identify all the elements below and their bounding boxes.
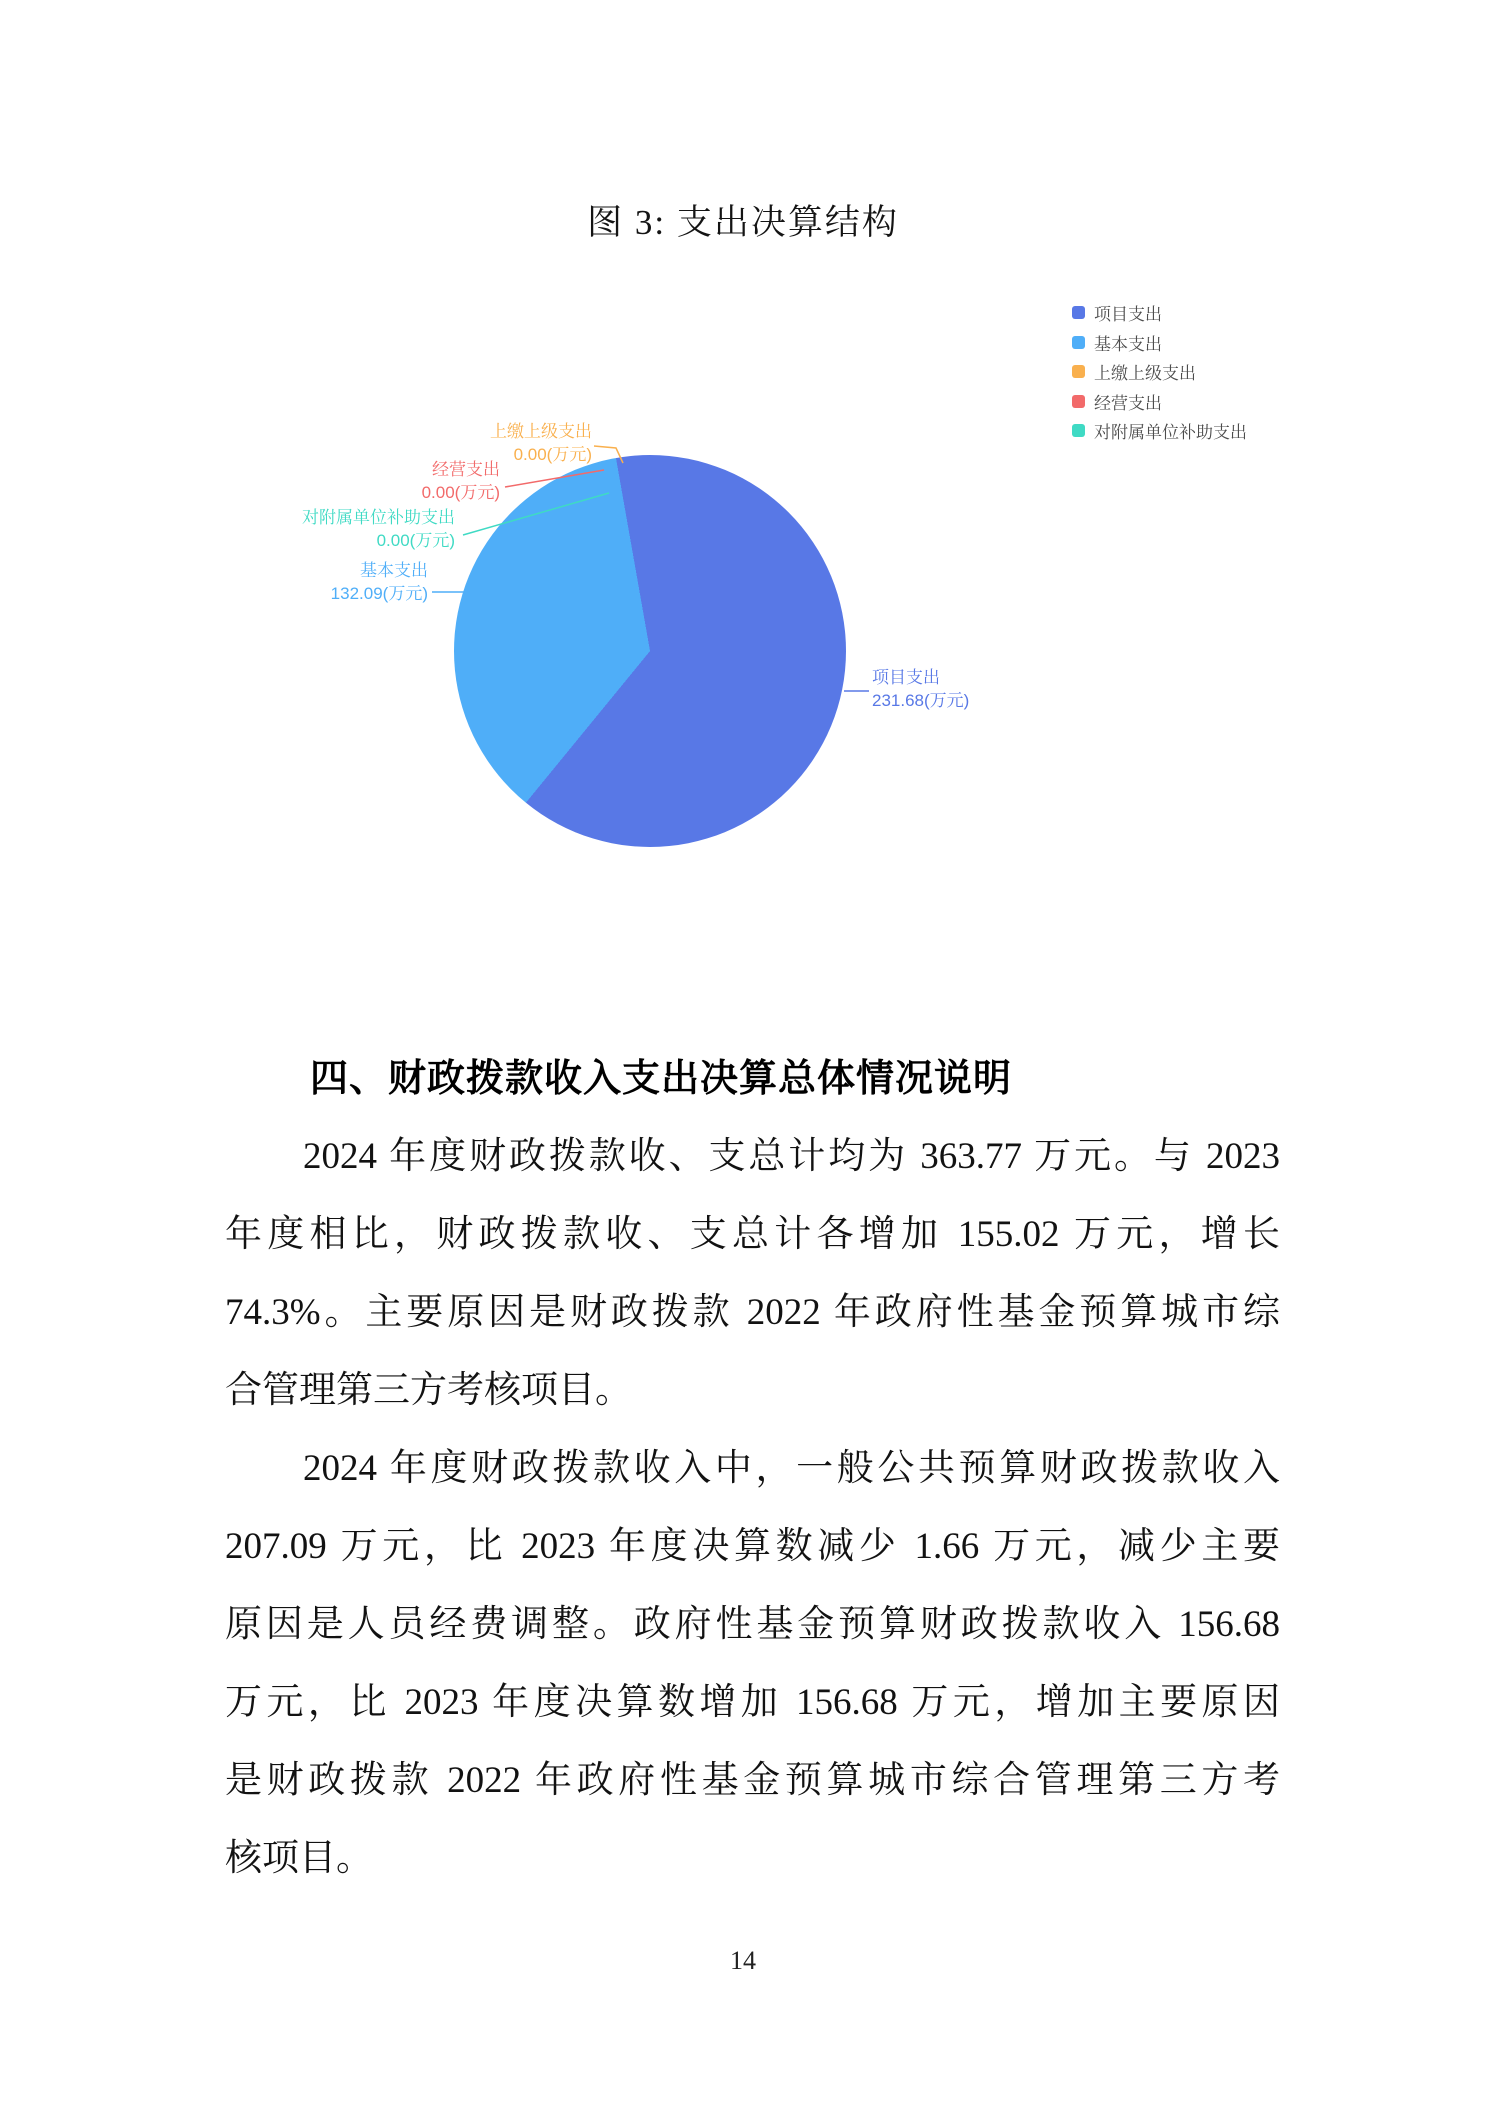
legend-label: 上缴上级支出 <box>1094 364 1196 384</box>
pie-label-xiangmu <box>872 666 969 712</box>
pie-label-value: 132.09(万元) <box>330 584 428 603</box>
pie-label-value: 0.00(万元) <box>421 483 500 502</box>
body-text <box>225 1118 1280 1898</box>
legend-item-jiben <box>1072 328 1247 358</box>
pie-label-value: 231.68(万元) <box>872 691 970 710</box>
paragraph-line: 核项目。 <box>225 1838 373 1879</box>
legend-marker-icon <box>1072 336 1085 349</box>
page-number: 14 <box>730 1946 756 1975</box>
pie-label-name: 项目支出 <box>872 668 940 687</box>
paragraph-line: 万元，比 2023 年度决算数增加 156.68 万元，增加主要原因 <box>225 1682 1280 1723</box>
legend-item-jingying <box>1072 387 1247 417</box>
legend-label: 基本支出 <box>1094 334 1162 354</box>
paragraph-line: 74.3%。主要原因是财政拨款 2022 年政府性基金预算城市综 <box>225 1292 1280 1333</box>
pie-label-jiben <box>331 559 428 605</box>
legend-marker-icon <box>1072 306 1085 319</box>
paragraph-line: 207.09 万元，比 2023 年度决算数减少 1.66 万元，减少主要 <box>225 1526 1280 1567</box>
paragraph-line: 年度相比，财政拨款收、支总计各增加 155.02 万元，增长 <box>225 1214 1280 1255</box>
legend-label: 项目支出 <box>1094 305 1162 325</box>
pie-label-fushu <box>302 506 455 552</box>
legend-label: 对附属单位补助支出 <box>1094 423 1247 443</box>
legend-item-fushu <box>1072 416 1247 446</box>
pie-label-name: 对附属单位补助支出 <box>302 508 455 527</box>
paragraph-line: 合管理第三方考核项目。 <box>225 1370 632 1411</box>
legend-item-shangjiao <box>1072 357 1247 387</box>
chart-legend <box>1072 298 1247 446</box>
pie-chart <box>0 270 1486 930</box>
paragraph-line: 2024 年度财政拨款收、支总计均为 363.77 万元。与 2023 <box>303 1136 1280 1177</box>
legend-marker-icon <box>1072 424 1085 437</box>
pie-label-shangjiao <box>490 420 592 466</box>
pie-label-name: 经营支出 <box>432 460 500 479</box>
legend-item-xiangmu <box>1072 298 1247 328</box>
figure-title: 图 3: 支出决算结构 <box>587 203 899 242</box>
paragraph-line: 原因是人员经费调整。政府性基金预算财政拨款收入 156.68 <box>225 1604 1280 1645</box>
pie-label-jingying <box>422 458 500 504</box>
pie-label-name: 上缴上级支出 <box>490 422 592 441</box>
pie-circle <box>454 455 846 847</box>
legend-marker-icon <box>1072 365 1085 378</box>
pie-label-value: 0.00(万元) <box>376 531 455 550</box>
paragraph-line: 是财政拨款 2022 年政府性基金预算城市综合管理第三方考 <box>225 1760 1280 1801</box>
paragraph-line: 2024 年度财政拨款收入中，一般公共预算财政拨款收入 <box>303 1448 1280 1489</box>
section-heading: 四、财政拨款收入支出决算总体情况说明 <box>310 1058 1013 1100</box>
pie-label-value: 0.00(万元) <box>513 445 592 464</box>
legend-label: 经营支出 <box>1094 393 1162 413</box>
pie-label-name: 基本支出 <box>360 561 428 580</box>
legend-marker-icon <box>1072 395 1085 408</box>
